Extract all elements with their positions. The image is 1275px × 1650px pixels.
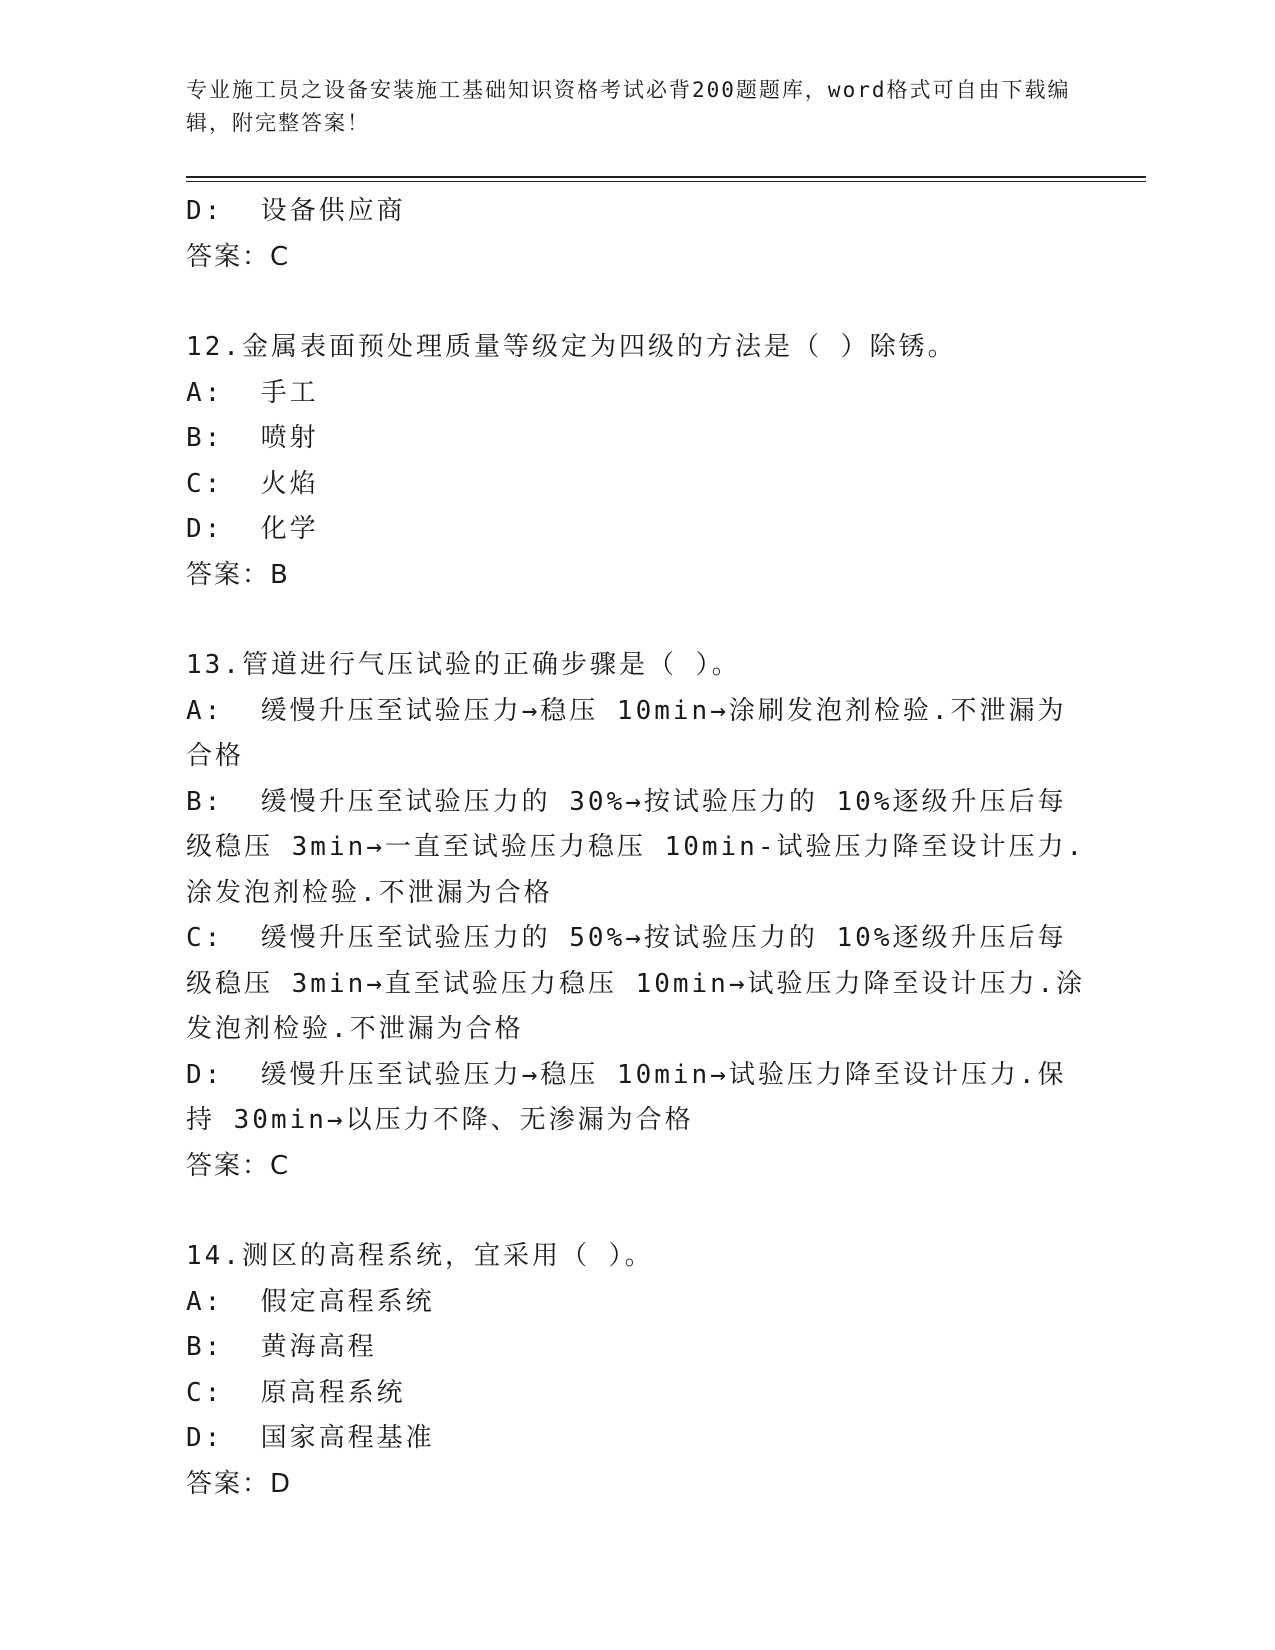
header-title: 专业施工员之设备安装施工基础知识资格考试必背200题题库，word格式可自由下载编辑，附完整答案！ — [186, 78, 1071, 135]
option-d: D: 设备供应商 — [186, 196, 406, 226]
question-stem: 13.管道进行气压试验的正确步骤是（ ）。 — [186, 650, 741, 680]
option-c: C: 缓慢升压至试验压力的 50%→按试验压力的 10%逐级升压后每级稳压 3min→直至试验压力稳压 10min→试验压力降至设计压力.涂发泡剂检验.不泄漏为合格 — [186, 923, 1086, 1044]
answer: 答案：D — [186, 1468, 293, 1499]
option-a: A: 手工 — [186, 377, 319, 408]
page-header — [186, 74, 1076, 140]
question-14 — [186, 1234, 1086, 1507]
option-c: C: 火焰 — [186, 468, 319, 499]
question-11-tail — [186, 189, 1086, 280]
question-stem: 14.测区的高程系统，宜采用（ ）。 — [186, 1241, 654, 1271]
option-b: B: 喷射 — [186, 423, 319, 453]
header-divider — [186, 176, 1146, 178]
option-a: A: 假定高程系统 — [186, 1286, 435, 1317]
option-c: C: 原高程系统 — [186, 1377, 406, 1408]
option-d: D: 缓慢升压至试验压力→稳压 10min→试验压力降至设计压力.保持 30min→以压力不降、无渗漏为合格 — [186, 1059, 1067, 1135]
question-13 — [186, 643, 1086, 1189]
question-12 — [186, 325, 1086, 598]
option-a: A: 缓慢升压至试验压力→稳压 10min→涂刷发泡剂检验.不泄漏为合格 — [186, 695, 1067, 771]
option-b: B: 缓慢升压至试验压力的 30%→按试验压力的 10%逐级升压后每级稳压 3min→一直至试验压力稳压 10min-试验压力降至设计压力.涂发泡剂检验.不泄漏为合格 — [186, 786, 1086, 908]
question-stem: 12.金属表面预处理质量等级定为四级的方法是（ ）除锈。 — [186, 332, 957, 362]
answer: 答案：B — [186, 559, 290, 590]
answer: 答案：C — [186, 241, 291, 272]
option-d: D: 化学 — [186, 514, 319, 544]
document-body — [186, 189, 1086, 1552]
option-b: B: 黄海高程 — [186, 1332, 377, 1362]
option-d: D: 国家高程基准 — [186, 1423, 435, 1453]
answer: 答案：C — [186, 1150, 291, 1181]
header-divider-secondary — [186, 181, 1146, 182]
